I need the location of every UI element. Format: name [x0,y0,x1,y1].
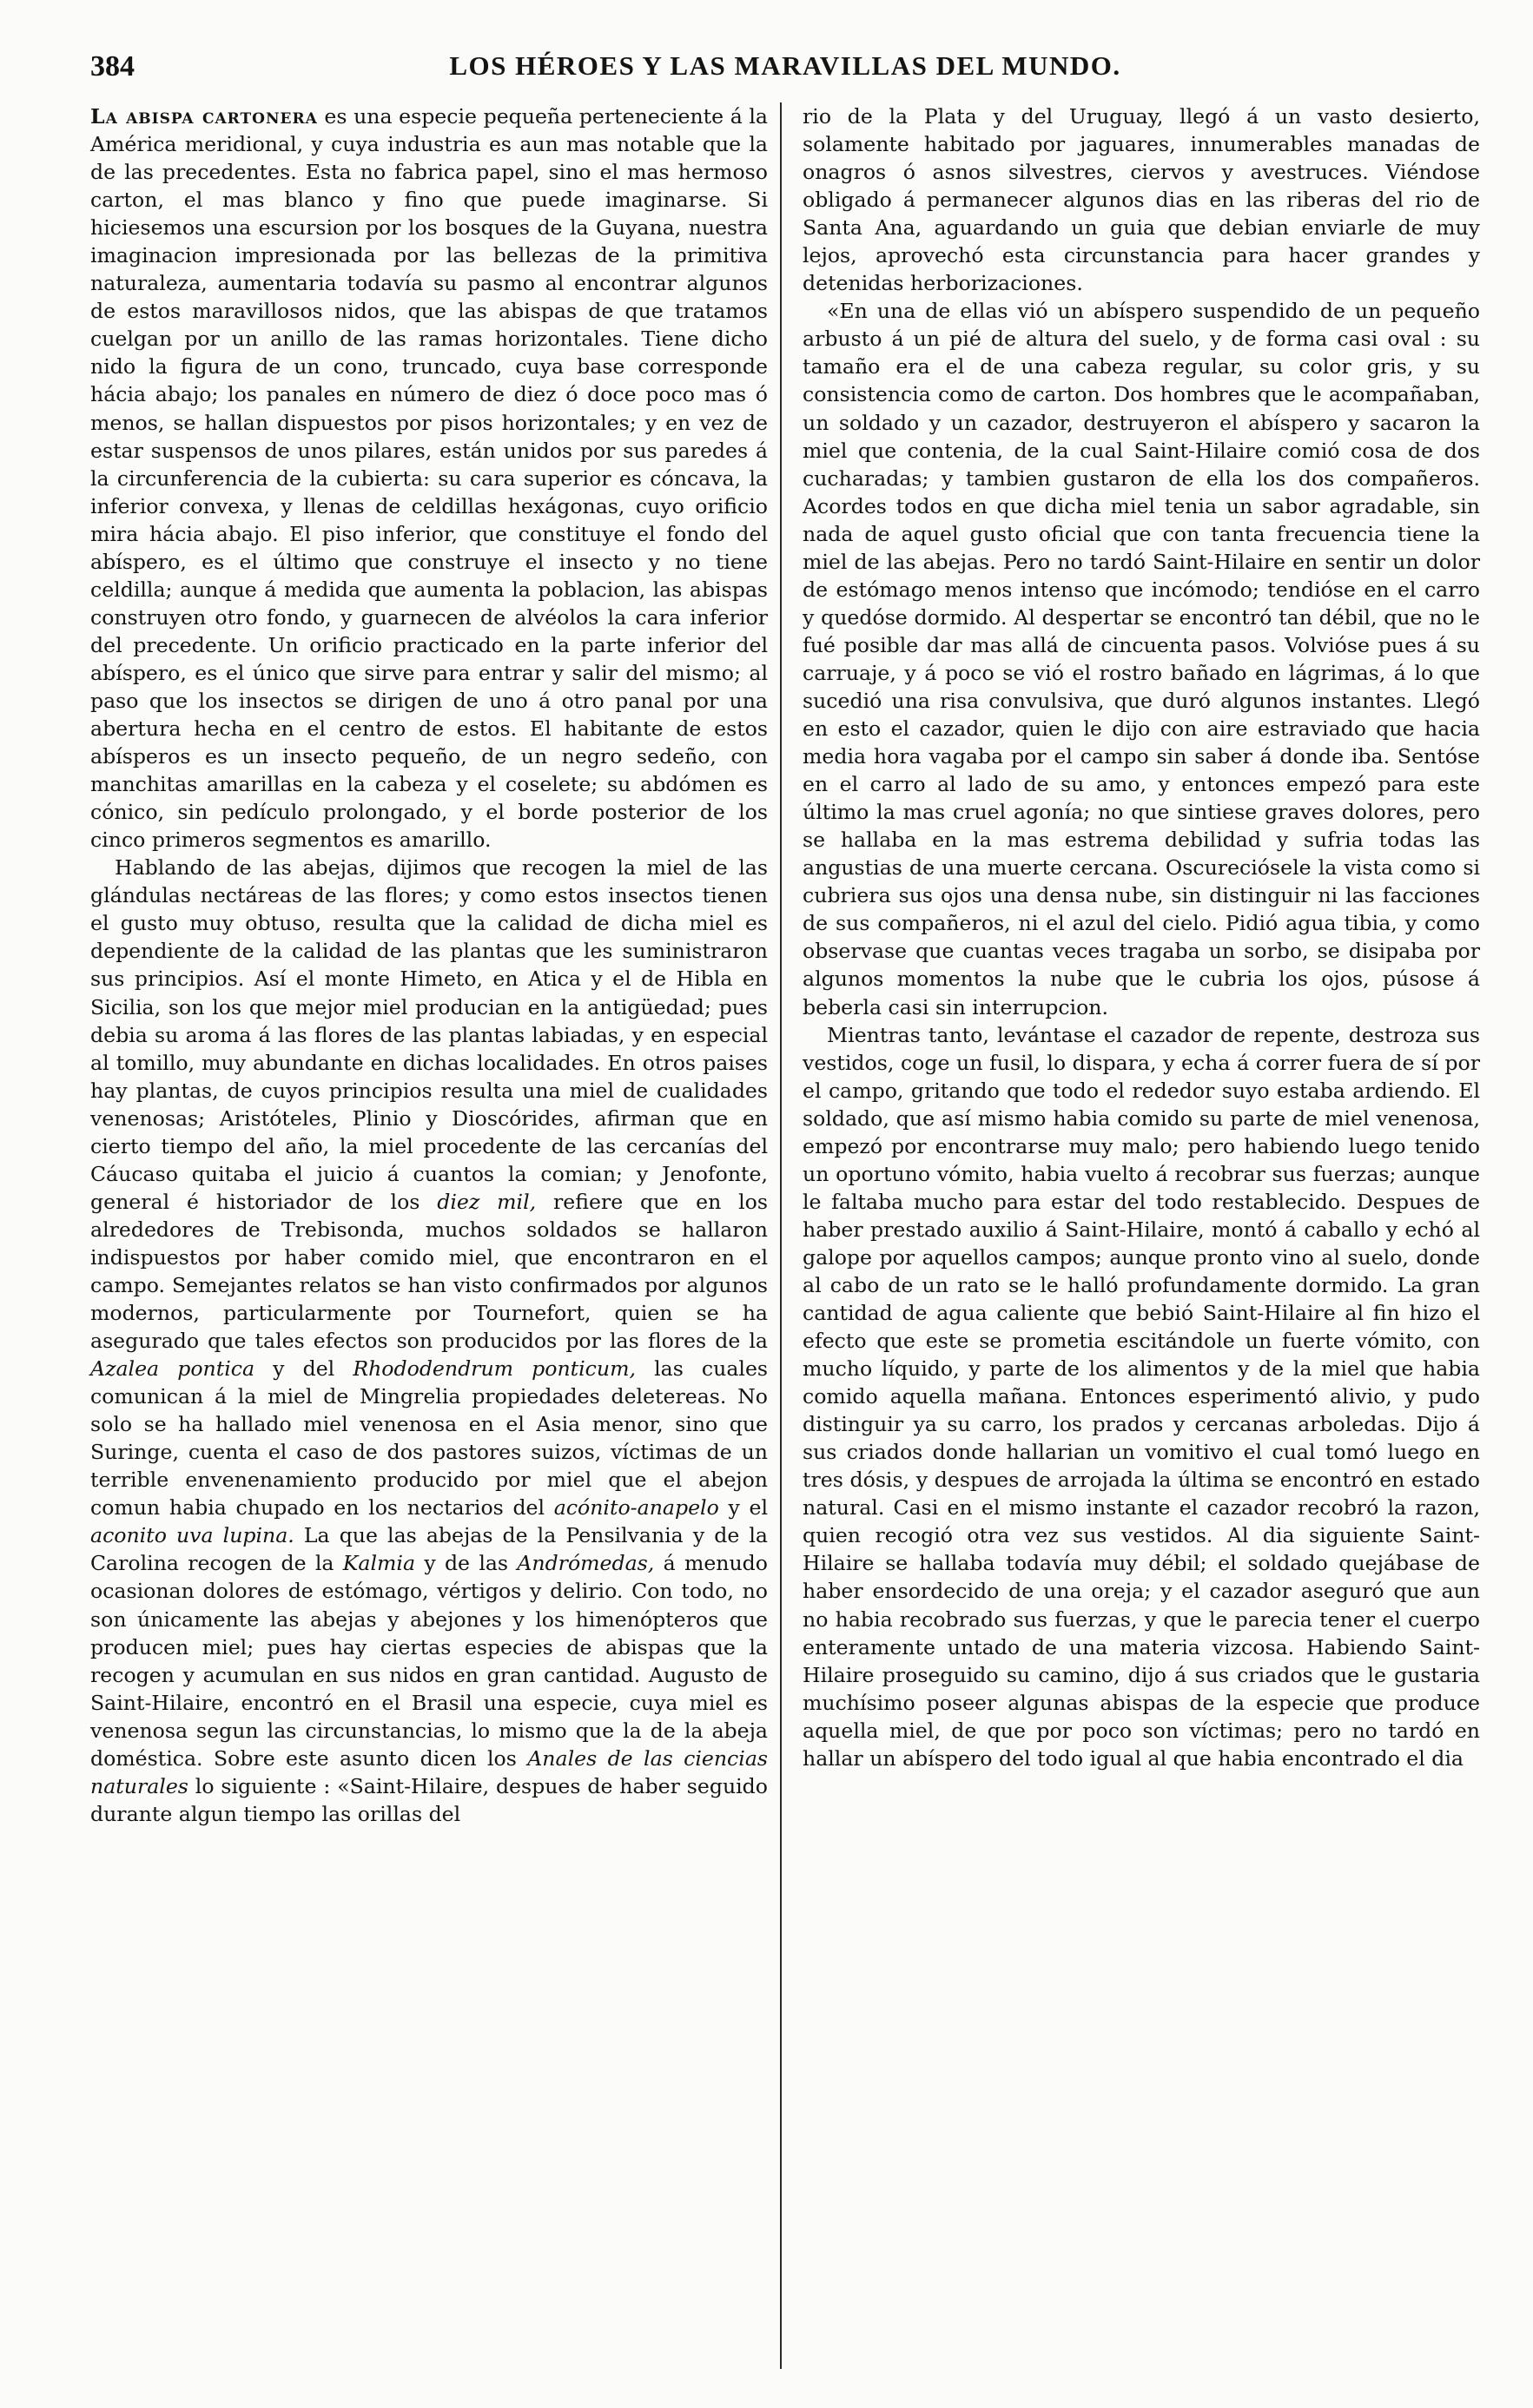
right-column [803,102,1480,1772]
paragraph-text: y del [254,1356,354,1382]
paragraph-text: lo siguiente : «Saint-Hilaire, despues de haber seguido durante algun tiempo las orillas del [90,1773,768,1826]
paragraph-cartonera [90,102,768,854]
italic-term: acónito-anapelo [553,1495,719,1521]
species-term: La abispa cartonera [90,104,318,129]
italic-term: Rhododendrum ponticum, [353,1356,636,1382]
left-column [90,102,768,1828]
italic-term: Andrómedas, [517,1551,655,1576]
paragraph-text: y el [718,1495,768,1521]
italic-term: Kalmia [342,1551,416,1576]
italic-term: Anales de las ciencias naturales [90,1745,768,1798]
italic-term: Azalea pontica [90,1356,255,1382]
italic-term: diez mil, [437,1189,537,1214]
page-header [90,50,1480,85]
paragraph-text: refiere que en los alrededores de Trebisonda, muchos soldados se hallaron indispuestos por haber comido miel, que encontraron en el campo. Semejantes relatos se han visto confirmados por algunos modernos, particularmente por Tournefort, quien se ha asegurado que tales efectos son producidos por las flores de la [90,1189,768,1354]
paragraph-text: La que las abejas de la Pensilvania y de la Carolina recogen de la [90,1523,768,1576]
paragraph-text: las cuales comunican á la miel de Mingrelia propiedades deletereas. No solo se ha hallado miel venenosa en el Asia menor, sino que Suringe, cuenta el caso de dos pastores suizos, víctimas de un terrible envenenamiento producido por miel que el abejon comun habia chupado en los nectarios del [90,1356,769,1521]
paragraph-cazador: Mientras tanto, levántase el cazador de repente, destroza sus vestidos, coge un fusil, lo dispara, y echa á correr fuera de sí por el campo, gritando que todo el rededor suyo estaba ardiendo. El soldado, que así mismo habia comido su parte de miel venenosa, empezó por encontrarse muy malo; pero habiendo luego tenido un oportuno vómito, habia vuelto á recobrar sus fuerzas; aunque le faltaba mucho para estar del todo restablecido. Despues de haber prestado auxilio á Saint-Hilaire, montó á caballo y echó al galope por aquellos campos; aunque pronto vino al suelo, donde al cabo de un rato se le halló profundamente dormido. La gran cantidad de agua caliente que bebió Saint-Hilaire al fin hizo el efecto que este se prometia escitándole un fuerte vómito, con mucho líquido, y parte de los alimentos y de la miel que habia comido aquella mañana. Entonces esperimentó alivio, y pudo distinguir ya su carro, los prados y cercanas arboledas. Dijo á sus criados donde hallarian un vomitivo el cual tomó luego en tres dósis, y despues de arrojada la última se encontró en estado natural. Casi en el mismo instante el cazador recobró la razon, quien recogió otra vez sus vestidos. Al dia siguiente Saint-Hilaire se hallaba todavía muy débil; el soldado quejábase de haber ensordecido de una oreja; y el cazador aseguró que aun no habia recobrado sus fuerzas, y que le parecia tener el cuerpo enteramente untado de una materia vizcosa. Habiendo Saint-Hilaire proseguido su camino, dijo á sus criados que le gustaria muchísimo poseer algunas abispas de la especie que produce aquella miel, de que por poco son víctimas; pero no tardó en hallar un abíspero del todo igual al que habia encontrado el dia [803,1022,1480,1771]
page-number: 384 [90,50,135,82]
running-title: LOS HÉROES Y LAS MARAVILLAS DEL MUNDO. [449,50,1121,81]
paragraph-text: y de las [415,1551,518,1576]
paragraph-text: Hablando de las abejas, dijimos que recogen la miel de las glándulas nectáreas de las flores; y como estos insectos tienen el gusto muy obtuso, resulta que la calidad de dicha miel es dependiente de la calidad de las plantas que les suministraron sus principios. Así el monte Himeto, en Atica y el de Hibla en Sicilia, son los que mejor miel producian en la antigüedad; pues debia su aroma á las flores de las plantas labiadas, y en especial al tomillo, muy abundante en dichas localidades. En otros paises hay plantas, de cuyos principios resulta una miel de cualidades venenosas; Aristóteles, Plinio y Dioscórides, afirman que en cierto tiempo del año, la miel procedente de las cercanías del Cáucaso quitaba el juicio á cuantos la comian; y Jenofonte, general é historiador de los [90,855,768,1214]
paragraph-text: á menudo ocasionan dolores de estómago, vértigos y delirio. Con todo, no son únicamente las abejas y abejones y los himenópteros que producen miel; pues hay ciertas especies de abispas que la recogen y acumulan en sus nidos en gran cantidad. Augusto de Saint-Hilaire, encontró en el Brasil una especie, cuya miel es venenosa segun las circunstancias, lo mismo que la de la abeja doméstica. Sobre este asunto dicen los [90,1551,768,1771]
paragraph-honey [90,854,768,1828]
paragraph-abispero: «En una de ellas vió un abíspero suspendido de un pequeño arbusto á un pié de altura del suelo, y de forma casi oval : su tamaño era el de una cabeza regular, su color gris, y su consistencia como de carton. Dos hombres que le acompañaban, un soldado y un cazador, destruyeron el abíspero y sacaron la miel que contenia, de la cual Saint-Hilaire comió cosa de dos cucharadas; y tambien gustaron de ella los dos compañeros. Acordes todos en que dicha miel tenia un sabor agradable, sin nada de aquel gusto oficial que con tanta frecuencia tiene la miel de las abejas. Pero no tardó Saint-Hilaire en sentir un dolor de estómago menos intenso que incómodo; tendióse en el carro y quedóse dormido. Al despertar se encontró tan débil, que no le fué posible dar mas allá de cincuenta pasos. Volvióse pues á su carruaje, y á poco se vió el rostro bañado en lágrimas, á lo que sucedió una risa convulsiva, que duró algunos instantes. Llegó en esto el cazador, quien le dijo con aire estraviado que hacia media hora vagaba por el campo sin saber á donde iba. Sentóse en el carro al lado de su amo, y entonces empezó para este último la mas cruel agonía; no que sintiese graves dolores, pero se hallaba en la mas estrema debilidad y sufria todas las angustias de una muerte cercana. Oscureciósele la vista como si cubriera sus ojos una densa nube, sin distinguir ni las facciones de sus compañeros, ni el azul del cielo. Pidió agua tibia, y como observase que cuantas veces tragaba un sorbo, se disipaba por algunos momentos la nube que le cubria los ojos, púsose á beberla casi sin interrupcion. [803,299,1480,1019]
paragraph-text: es una especie pequeña perteneciente á la América meridional, y cuya industria es aun mas notable que la de las precedentes. Esta no fabrica papel, sino el mas hermoso carton, el mas blanco y fino que puede imaginarse. Si hiciesemos una escursion por los bosques de la Guyana, nuestra imaginacion impresionada por las bellezas de la primitiva naturaleza, aumentaria todavía su pasmo al encontrar algunos de estos maravillosos nidos, que las abispas de que tratamos cuelgan por un anillo de las ramas horizontales. Tiene dicho nido la figura de un cono, truncado, cuya base corresponde hácia abajo; los panales en número de diez ó doce poco mas ó menos, se hallan dispuestos por pisos horizontales; y en vez de estar suspensos de unos pilares, están unidos por sus paredes á la circunferencia de la cubierta: su cara superior es cóncava, la inferior convexa, y llenas de celdillas hexágonas, cuyo orificio mira hácia abajo. El piso inferior, que constituye el fondo del abíspero, es el último que construye el insecto y no tiene celdilla; aunque á medida que aumenta la poblacion, las abispas construyen otro fondo, y guarnecen de alvéolos la cara inferior del precedente. Un orificio practicado en la parte inferior del abíspero, es el único que sirve para entrar y salir del mismo; al paso que los insectos se dirigen de uno á otro panal por una abertura hecha en el centro de estos. El habitante de estos abísperos es un insecto pequeño, de un negro sedeño, con manchitas amarillas en la cabeza y el coselete; su abdómen es cónico, sin pedículo prolongado, y el borde posterior de los cinco primeros segmentos es amarillo. [90,104,768,853]
paragraph-plata: rio de la Plata y del Uruguay, llegó á un vasto desierto, solamente habitado por jaguares, innumerables manadas de onagros ó asnos silvestres, ciervos y avestruces. Viéndose obligado á permanecer algunos dias en las riberas del rio de Santa Ana, aguardando un guia que debian enviarle de muy lejos, aprovechó esta circunstancia para hacer grandes y detenidas herborizaciones. [803,104,1480,296]
italic-term: aconito uva lupina. [90,1523,294,1548]
column-divider [780,102,782,2369]
